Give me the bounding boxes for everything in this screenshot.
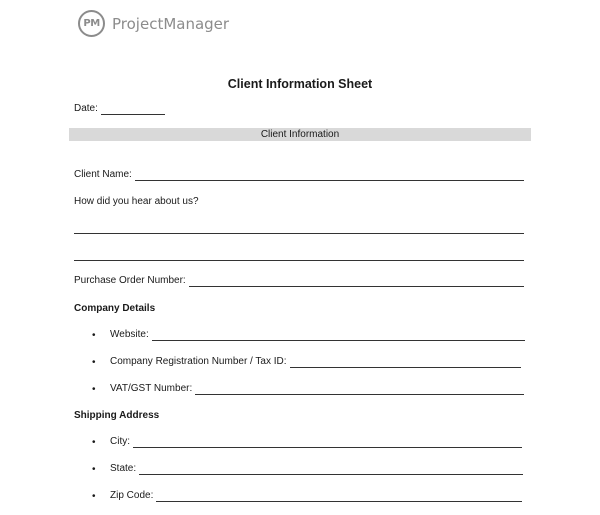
bullet-icon: • [92, 357, 96, 368]
state-field[interactable] [110, 463, 523, 475]
bullet-icon: • [92, 437, 96, 448]
brand-name: ProjectManager [112, 14, 230, 33]
date-field[interactable] [74, 103, 165, 115]
brand-logo [78, 10, 229, 37]
purchase-order-label: Purchase Order Number: [74, 275, 186, 286]
pm-logo-icon: PM [78, 10, 105, 37]
date-blank-line[interactable] [101, 104, 165, 115]
page-title: Client Information Sheet [227, 77, 373, 91]
vat-gst-label: VAT/GST Number: [110, 383, 193, 394]
purchase-order-blank-line[interactable] [189, 277, 524, 287]
bullet-icon: • [92, 384, 96, 395]
date-label: Date: [74, 103, 98, 114]
hear-about-us-line-1[interactable] [74, 233, 524, 234]
bullet-icon: • [92, 464, 96, 475]
registration-number-label: Company Registration Number / Tax ID: [110, 356, 287, 367]
bullet-icon: • [92, 330, 96, 341]
website-label: Website: [110, 329, 149, 340]
city-blank-line[interactable] [133, 438, 522, 448]
registration-number-field[interactable] [110, 356, 521, 368]
registration-number-blank-line[interactable] [290, 358, 521, 368]
state-label: State: [110, 463, 137, 474]
website-field[interactable] [110, 329, 525, 341]
hear-about-us-line-2[interactable] [74, 260, 524, 261]
city-field[interactable] [110, 436, 522, 448]
shipping-address-heading: Shipping Address [74, 410, 160, 421]
company-details-heading: Company Details [74, 303, 156, 314]
zip-code-field[interactable] [110, 490, 522, 502]
city-label: City: [110, 436, 130, 447]
vat-gst-field[interactable] [110, 383, 524, 395]
client-name-field[interactable] [74, 169, 524, 181]
purchase-order-field[interactable] [74, 275, 524, 287]
zip-code-label: Zip Code: [110, 490, 154, 501]
state-blank-line[interactable] [139, 465, 523, 475]
hear-about-us-label: How did you hear about us? [74, 196, 199, 207]
vat-gst-blank-line[interactable] [195, 385, 524, 395]
client-name-label: Client Name: [74, 169, 132, 180]
client-name-blank-line[interactable] [135, 171, 524, 181]
zip-code-blank-line[interactable] [156, 492, 522, 502]
bullet-icon: • [92, 491, 96, 502]
website-blank-line[interactable] [152, 331, 525, 341]
section-band-client-information: Client Information [69, 128, 531, 141]
